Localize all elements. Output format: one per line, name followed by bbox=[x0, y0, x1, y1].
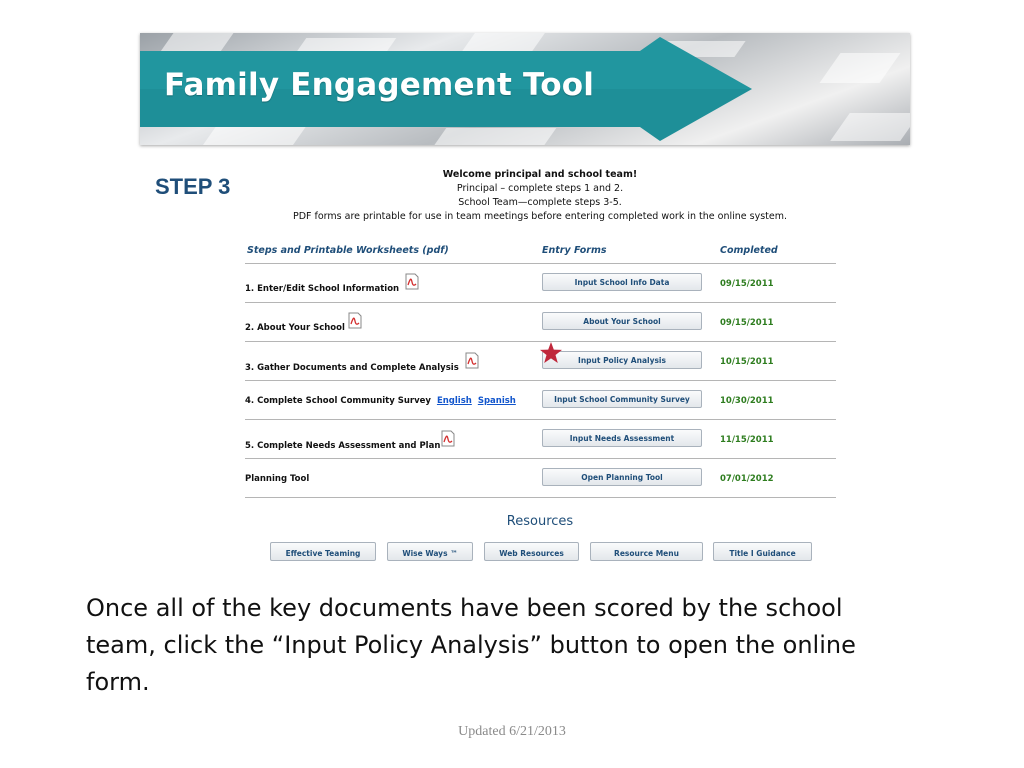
completed-date-6: 07/01/2012 bbox=[720, 474, 774, 484]
divider bbox=[245, 458, 836, 459]
divider bbox=[245, 380, 836, 381]
title-i-guidance-button[interactable]: Title I Guidance bbox=[713, 542, 812, 561]
row-label-4 bbox=[245, 396, 516, 406]
banner bbox=[140, 33, 910, 145]
step-label: STEP 3 bbox=[155, 174, 231, 199]
pdf-icon[interactable] bbox=[405, 273, 419, 290]
effective-teaming-button[interactable]: Effective Teaming bbox=[270, 542, 376, 561]
divider bbox=[245, 497, 836, 498]
completed-date-1: 09/15/2011 bbox=[720, 279, 774, 289]
welcome-line-3: PDF forms are printable for use in team meetings before entering completed work in the online system. bbox=[292, 211, 788, 222]
completed-date-4: 10/30/2011 bbox=[720, 396, 774, 406]
input-school-community-survey-button[interactable]: Input School Community Survey bbox=[542, 390, 702, 408]
welcome-title: Welcome principal and school team! bbox=[442, 169, 638, 180]
header-entry-forms: Entry Forms bbox=[542, 245, 607, 256]
input-needs-assessment-button[interactable]: Input Needs Assessment bbox=[542, 429, 702, 447]
row-label-6: Planning Tool bbox=[245, 474, 310, 484]
web-resources-button[interactable]: Web Resources bbox=[484, 542, 579, 561]
completed-date-3: 10/15/2011 bbox=[720, 357, 774, 367]
row-label-5: 5. Complete Needs Assessment and Plan bbox=[245, 441, 441, 451]
welcome-line-2: School Team—complete steps 3-5. bbox=[458, 197, 622, 208]
open-planning-tool-button[interactable]: Open Planning Tool bbox=[542, 468, 702, 486]
header-steps: Steps and Printable Worksheets (pdf) bbox=[247, 245, 449, 256]
divider bbox=[245, 302, 836, 303]
pdf-icon[interactable] bbox=[348, 312, 362, 329]
pdf-icon[interactable] bbox=[441, 430, 455, 447]
wise-ways-button[interactable]: Wise Ways ™ bbox=[387, 542, 473, 561]
row-label-4-text: 4. Complete School Community Survey bbox=[245, 396, 431, 406]
updated-date: Updated 6/21/2013 bbox=[458, 724, 566, 739]
divider bbox=[245, 263, 836, 264]
divider bbox=[245, 419, 836, 420]
survey-english-link[interactable]: English bbox=[436, 396, 472, 406]
banner-title: Family Engagement Tool bbox=[164, 67, 595, 103]
row-label-3: 3. Gather Documents and Complete Analysis bbox=[245, 363, 459, 373]
completed-date-5: 11/15/2011 bbox=[720, 435, 774, 445]
star-icon bbox=[539, 341, 563, 365]
resource-menu-button[interactable]: Resource Menu bbox=[590, 542, 703, 561]
welcome-message bbox=[250, 168, 830, 224]
resources-title: Resources bbox=[506, 514, 574, 529]
header-completed: Completed bbox=[720, 245, 778, 256]
input-school-info-button[interactable]: Input School Info Data bbox=[542, 273, 702, 291]
instruction-text: Once all of the key documents have been scored by the school team, click the “Input Policy Analysis” button to open the online form. bbox=[86, 594, 856, 696]
about-your-school-button[interactable]: About Your School bbox=[542, 312, 702, 330]
input-policy-analysis-button[interactable]: Input Policy Analysis bbox=[542, 351, 702, 369]
pdf-icon[interactable] bbox=[465, 352, 479, 369]
welcome-line-1: Principal – complete steps 1 and 2. bbox=[456, 183, 624, 194]
row-label-2: 2. About Your School bbox=[245, 323, 345, 333]
survey-spanish-link[interactable]: Spanish bbox=[477, 396, 516, 406]
completed-date-2: 09/15/2011 bbox=[720, 318, 774, 328]
row-label-1: 1. Enter/Edit School Information bbox=[245, 284, 400, 294]
